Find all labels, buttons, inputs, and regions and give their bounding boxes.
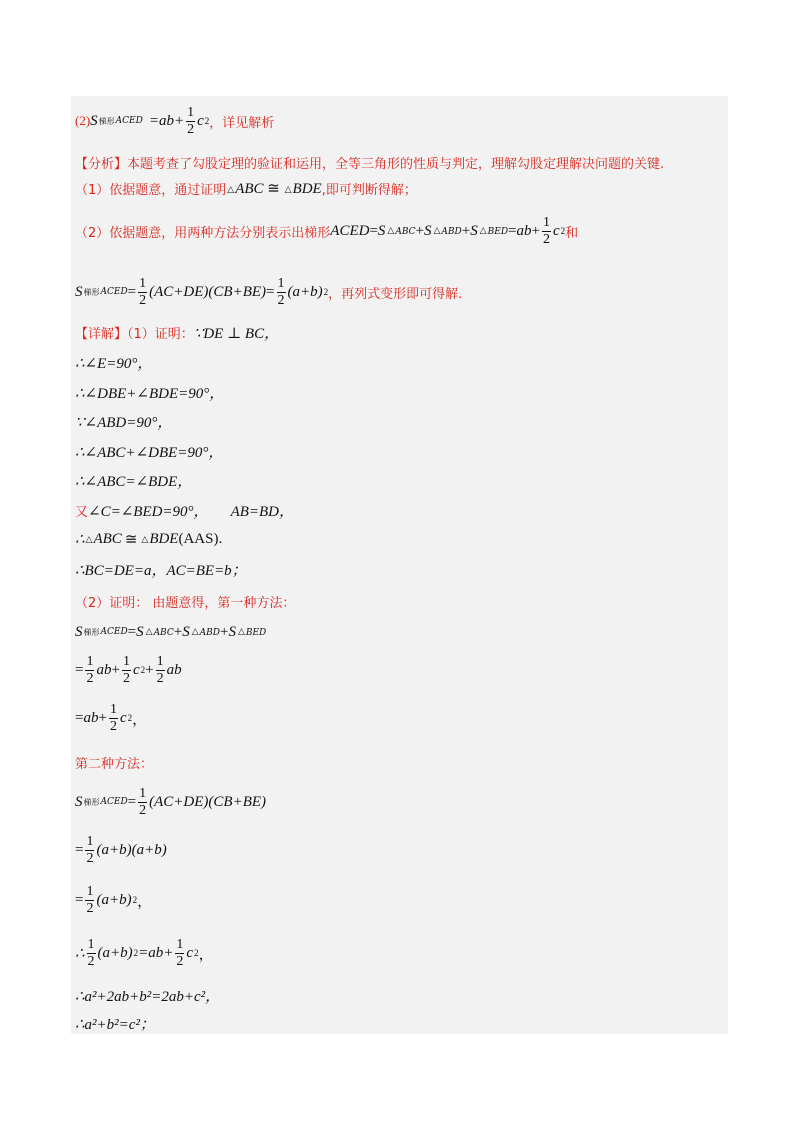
congruence-statement: △ABC ≅ △BDE xyxy=(227,180,322,197)
sub-abc: ABC xyxy=(395,226,416,237)
detail-line: ∴∠ABC+∠DBE=90°， xyxy=(75,444,224,461)
detail-heading: 【详解】（1）证明： xyxy=(75,326,194,342)
fraction-denominator: 2 xyxy=(187,121,195,137)
method2-line-1: S 梯形 ACED = $\frac{1}{2}$ (AC+DE)(CB+BE) xyxy=(75,785,267,818)
method2-line-2: = $\frac{1}{2}$ (a+b)(a+b) xyxy=(75,833,167,866)
var-ab: ab xyxy=(96,661,112,678)
aced-subscript: ACED xyxy=(115,116,143,126)
fraction-numerator: 1 xyxy=(187,104,195,120)
method1-line-2: = $\frac{1}{2}$ ab + $\frac{1}{2}$ c 2 + $\frac{1}{2}$ ab xyxy=(75,653,182,686)
sub-bed: BED xyxy=(487,226,509,237)
part2-proof-heading: （2）证明： 由题意得，第一种方法： xyxy=(75,595,296,611)
var-c: c xyxy=(132,661,140,678)
triangle-bde: BDE xyxy=(292,180,322,197)
comma: ， xyxy=(132,711,148,728)
analysis-line-3: S 梯形 ACED = $\frac{1}{2}$ (AC+DE)(CB+BE) = $\frac{1}{2}$ (a+b) 2 ，再列式变形即可得解. xyxy=(75,275,463,308)
detail-line: ∵DE ⊥ BC， xyxy=(193,325,280,342)
fraction-half: $\frac{1}{2}$ xyxy=(277,275,285,308)
var-c: c xyxy=(197,112,204,129)
var-c: c xyxy=(552,222,560,239)
detail-line-7: ∴ △ ABC ≅ △ BDE (AAS). xyxy=(75,530,223,548)
detail-line: ∴∠ABC=∠BDE， xyxy=(75,473,193,490)
detail-math: AB=BD， xyxy=(230,503,295,520)
expression-squared: (a+b) xyxy=(96,891,132,908)
detail-line: ∴∠E=90°， xyxy=(75,355,153,372)
therefore-symbol: ∴ xyxy=(75,531,85,548)
method1-line-3: = ab + $\frac{1}{2}$ c 2 ， xyxy=(75,701,148,734)
therefore-line-1: ∴ $\frac{1}{2}$ (a+b) 2 =ab+ $\frac{1}{2}$ c 2 ， xyxy=(75,936,214,969)
therefore-line-2: ∴a²+2ab+b²=2ab+c²， xyxy=(75,988,221,1005)
trapezoid-aced: ACED xyxy=(330,222,370,239)
detail-line-6 xyxy=(75,498,294,522)
congruent-symbol: ≅ xyxy=(267,180,280,197)
equation-part: =ab+ xyxy=(138,944,174,961)
analysis-text: （1）依据题意，通过证明 xyxy=(75,182,227,198)
fraction-half: $\frac{1}{2}$ xyxy=(139,275,147,308)
triangle-bde: BDE xyxy=(149,530,179,547)
and-text: 和 xyxy=(565,225,579,241)
aas-label: (AAS). xyxy=(178,530,223,547)
detail-line: ∴∠DBE+∠BDE=90°， xyxy=(75,385,225,402)
part-label: (2) xyxy=(75,113,91,128)
see-analysis-text: ，详见解析 xyxy=(209,115,275,131)
fraction-half: $\frac{1}{2}$ xyxy=(542,214,550,247)
fraction-half xyxy=(186,106,195,137)
therefore-line-3: ∴a²+b²=c²； xyxy=(75,1016,155,1033)
analysis-line-1 xyxy=(75,176,417,200)
also-text: 又 xyxy=(75,504,89,520)
method1-line-1: S 梯形 ACED = S △ABC + S △ABD + S △BED xyxy=(75,623,267,640)
detail-line: ∵∠ABD=90°， xyxy=(75,414,173,431)
area-symbol: S xyxy=(90,112,98,129)
expression-squared: (a+b) xyxy=(287,283,323,300)
exponent: 2 xyxy=(204,116,210,126)
method2-line-3: = $\frac{1}{2}$ (a+b) 2 ， xyxy=(75,883,153,916)
detail-line: ∴BC=DE=a，AC=BE=b； xyxy=(75,562,247,579)
analysis-tail: ，再列式变形即可得解. xyxy=(328,286,463,302)
analysis-line-2: （2）依据题意，用两种方法分别表示出梯形 ACED = S △ABC + S △ABD + S △BED = ab + $\frac{1}{2}$ c 2 和 xyxy=(75,214,579,247)
sub-abd: ABD xyxy=(441,226,462,237)
detail-heading-line xyxy=(75,320,279,344)
trapezoid-subscript: 梯形 xyxy=(98,116,115,126)
part2-answer xyxy=(75,106,274,136)
analysis-heading: 【分析】本题考查了勾股定理的验证和运用，全等三角形的性质与判定，理解勾股定理解决问题的关键. xyxy=(75,156,665,172)
equation-part: =ab+ xyxy=(148,112,185,129)
triangle-abc: ABC xyxy=(235,180,264,197)
var-ab: ab xyxy=(516,222,532,239)
area-symbol: S xyxy=(377,222,386,239)
detail-math: ∠C=∠BED=90°， xyxy=(88,503,209,520)
expression: (a+b)(a+b) xyxy=(96,841,167,858)
triangle-abc: ABC xyxy=(93,530,122,547)
analysis-tail: ,即可判断得解； xyxy=(321,182,417,198)
analysis-text: （2）依据题意，用两种方法分别表示出梯形 xyxy=(75,225,331,241)
expression: (AC+DE)(CB+BE) xyxy=(149,283,267,300)
method2-heading: 第二种方法： xyxy=(75,756,154,772)
